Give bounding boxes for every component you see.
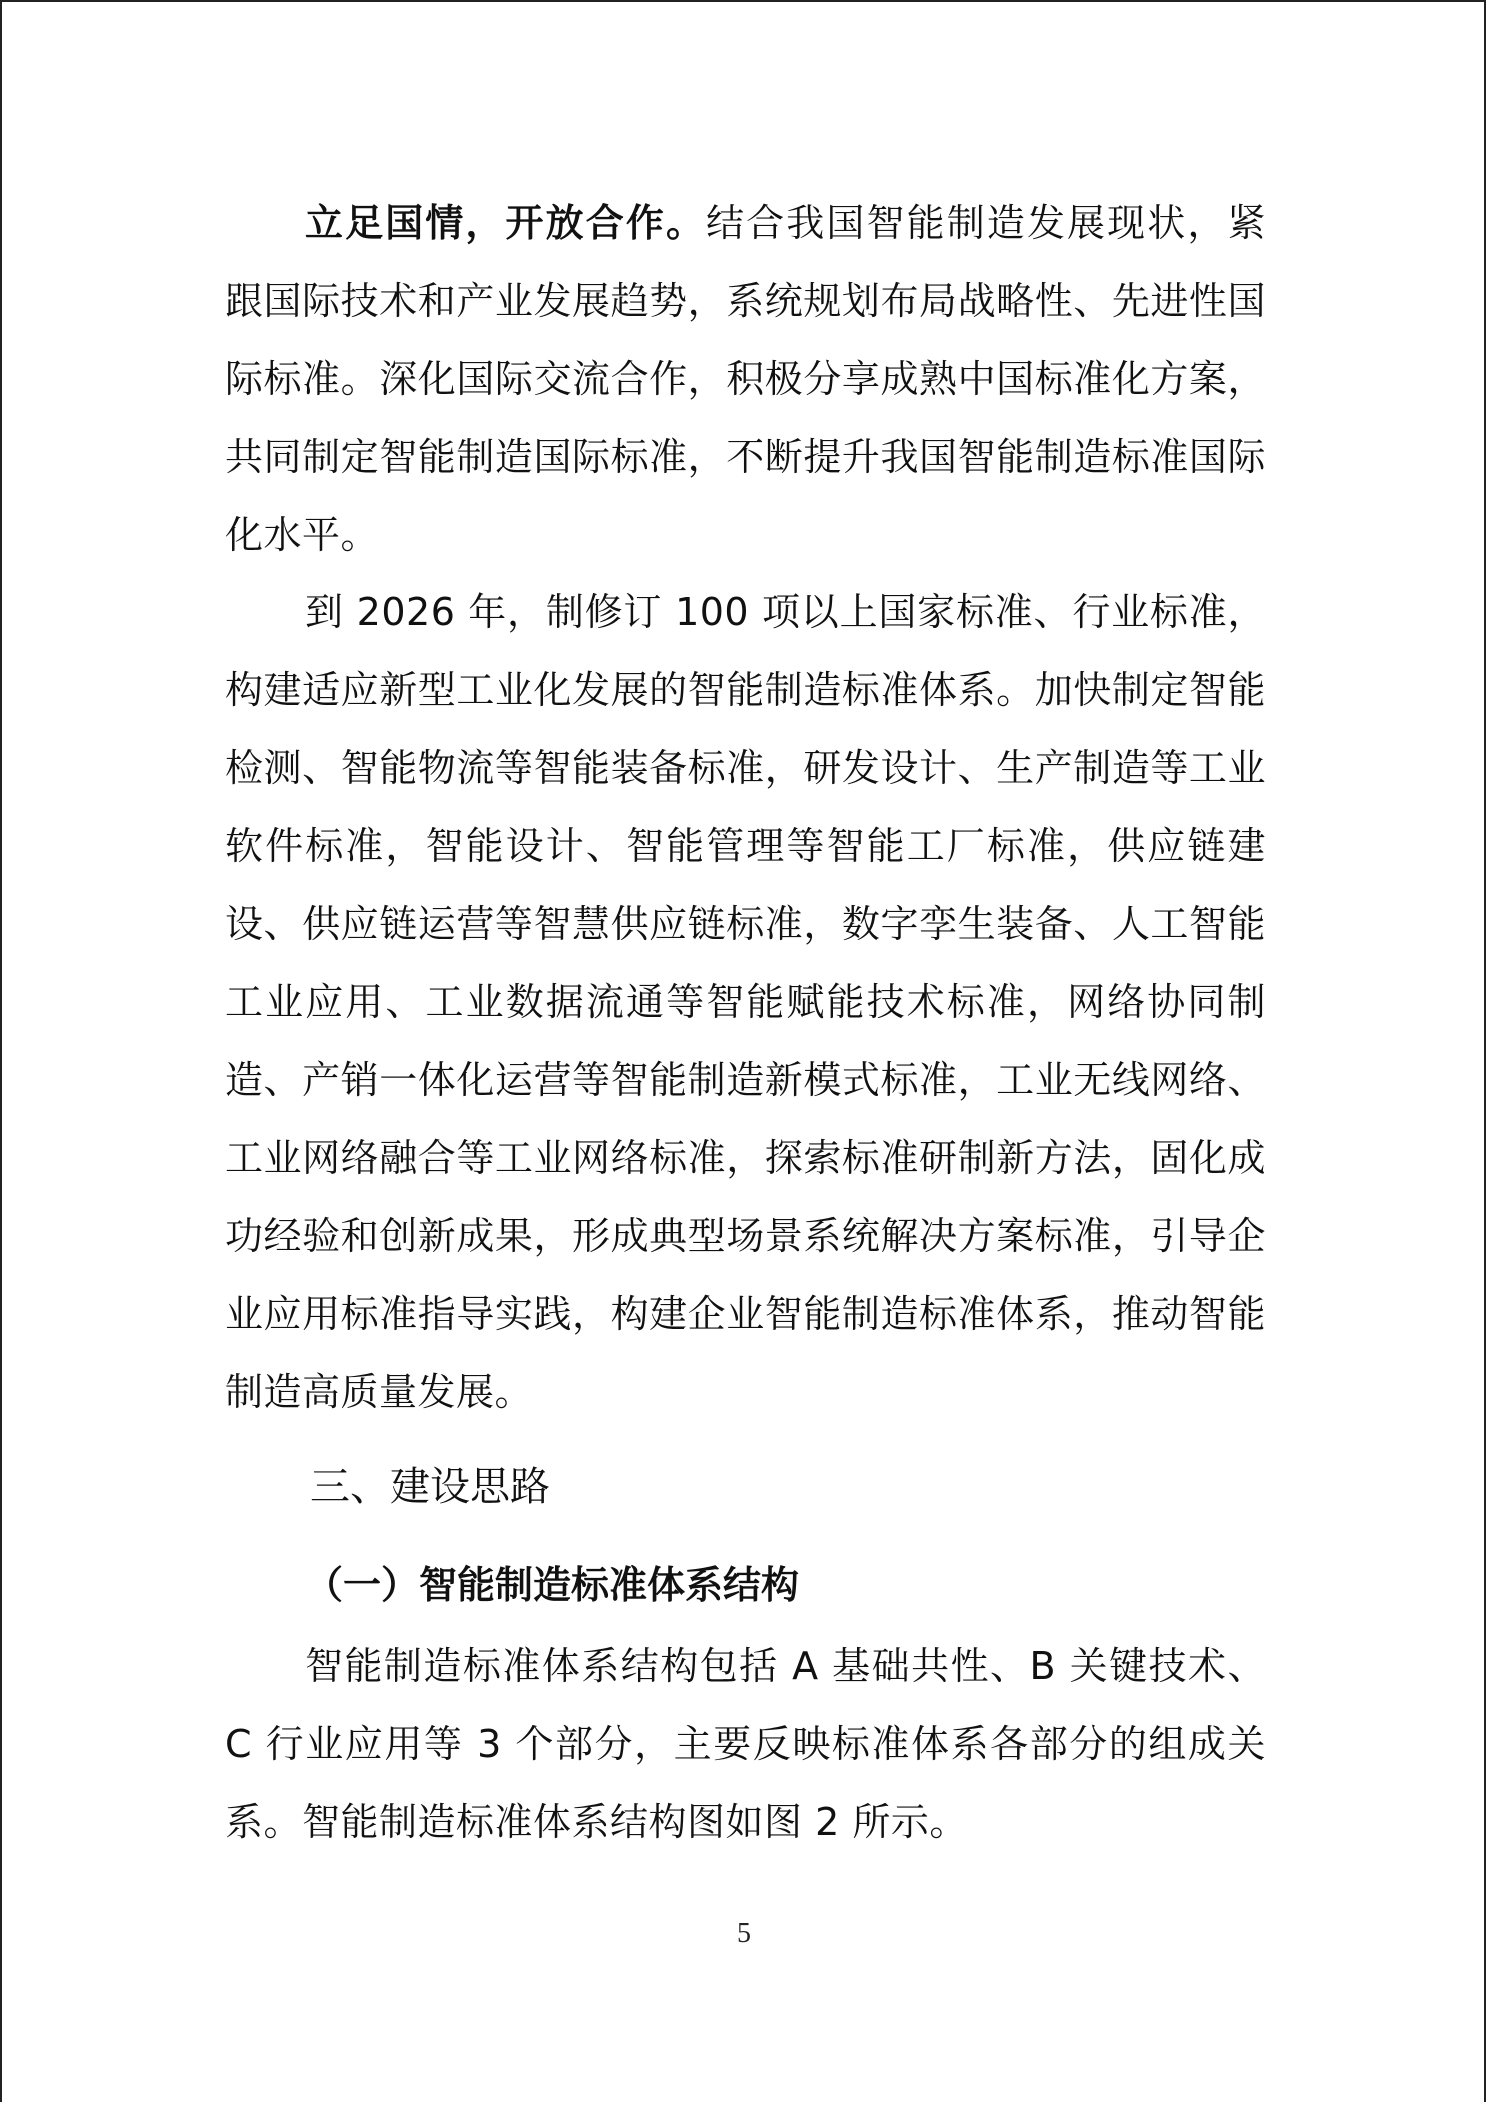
paragraph-2026-goals — [225, 573, 1266, 1431]
paragraph-2: 到 2026 年，制修订 100 项以上国家标准、行业标准，构建适应新型工业化发展的智能制造标准体系。加快制定智能检测、智能物流等智能装备标准，研发设计、生产制造等工业软件标准，智能设计、智能管理等智能工厂标准，供应链建设、供应链运营等智慧供应链标准，数字孪生装备、人工智能工业应用、工业数据流通等智能赋能技术标准，网络协同制造、产销一体化运营等智能制造新模式标准，工业无线网络、工业网络融合等工业网络标准，探索标准研制新方法，固化成功经验和创新成果，形成典型场景系统解决方案标准，引导企业应用标准指导实践，构建企业智能制造标准体系，推动智能制造高质量发展。 — [225, 590, 1266, 1414]
page-number: 5 — [737, 1918, 751, 1949]
paragraph-1 — [225, 184, 1266, 574]
section-heading: 三、建设思路 — [310, 1464, 550, 1510]
paragraph-body: 结合我国智能制造发展现状，紧跟国际技术和产业发展趋势，系统规划布局战略性、先进性国际标准。深化国际交流合作，积极分享成熟中国标准化方案，共同制定智能制造国际标准，不断提升我国智能制造标准国际化水平。 — [225, 201, 1266, 557]
paragraph-lead: 立足国情，开放合作。 — [305, 201, 707, 245]
paragraph-structure — [225, 1627, 1266, 1861]
subsection-heading: （一）智能制造标准体系结构 — [305, 1563, 800, 1607]
paragraph-3: 智能制造标准体系结构包括 A 基础共性、B 关键技术、C 行业应用等 3 个部分，主要反映标准体系各部分的组成关系。智能制造标准体系结构图如图 2 所示。 — [225, 1644, 1266, 1844]
paragraph-open-cooperation — [225, 184, 1266, 574]
